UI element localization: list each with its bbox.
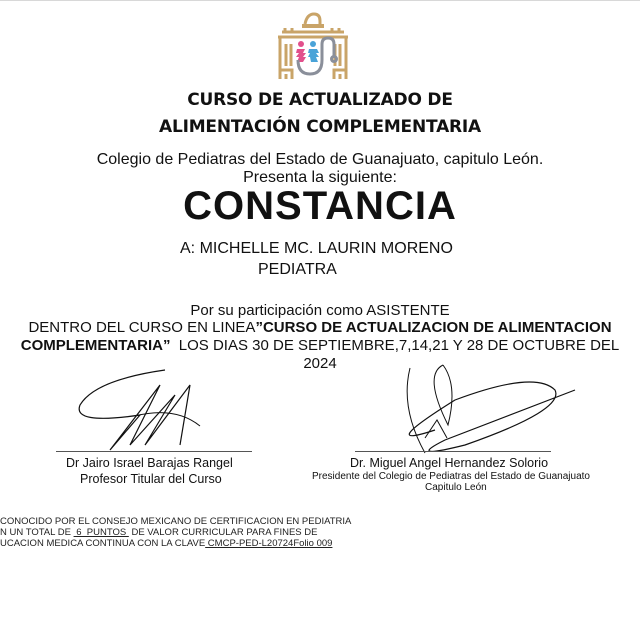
presents-text: Presenta la siguiente: xyxy=(243,169,397,186)
participation-text: Por su participación como ASISTENTE xyxy=(190,302,450,319)
organization-name: Colegio de Pediatras del Estado de Guanajuato, capitulo León. xyxy=(96,151,544,168)
document-heading: CONSTANCIA xyxy=(183,184,457,228)
course-title-line1: CURSO DE ACTUALIZADO DE xyxy=(187,90,453,110)
course-name-bold-cont: COMPLEMENTARIA” xyxy=(20,337,171,354)
course-year: 2024 xyxy=(303,355,337,372)
signature-2-line xyxy=(355,451,551,452)
signer-1-role: Profesor Titular del Curso xyxy=(80,472,222,486)
recipient-profession: PEDIATRA xyxy=(258,261,337,278)
signature-1-graphic xyxy=(75,368,235,448)
accreditation-line1: CONOCIDO POR EL CONSEJO MEXICANO DE CERTIFICACION EN PEDIATRIA xyxy=(0,516,352,527)
signer-2-name: Dr. Miguel Angel Hernandez Solorio xyxy=(350,456,549,470)
signer-2-role: Presidente del Colegio de Pediatras del Estado de Guanajuato xyxy=(312,471,590,482)
course-name-bold: ”CURSO DE ACTUALIZACION DE ALIMENTACION xyxy=(255,319,612,336)
college-logo-icon xyxy=(274,6,352,82)
signature-2-graphic xyxy=(385,360,575,460)
course-description-line2 xyxy=(0,337,640,354)
course-description-line1 xyxy=(0,319,640,336)
credit-points: 6 PUNTOS xyxy=(73,527,129,538)
accreditation-code: CMCP-PED-L20724Folio 009 xyxy=(205,538,333,549)
accreditation-line3: UCACION MEDICA CONTINUA CON LA CLAVE CMCP-PED-L20724Folio 009 xyxy=(0,538,333,549)
signature-1-line xyxy=(56,451,252,452)
top-border xyxy=(0,0,640,1)
course-description-plain: DENTRO DEL CURSO EN LINEA xyxy=(28,319,256,336)
course-title-line2: ALIMENTACIÓN COMPLEMENTARIA xyxy=(158,117,482,137)
accreditation-line2: N UN TOTAL DE 6 PUNTOS DE VALOR CURRICULAR PARA FINES DE xyxy=(0,527,318,538)
recipient-name: A: MICHELLE MC. LAURIN MORENO xyxy=(180,240,453,257)
signer-2-role-line2: Capitulo León xyxy=(425,482,487,493)
signer-1-name: Dr Jairo Israel Barajas Rangel xyxy=(66,456,233,470)
course-dates: LOS DIAS 30 DE SEPTIEMBRE,7,14,21 Y 28 DE OCTUBRE DEL xyxy=(170,337,620,354)
